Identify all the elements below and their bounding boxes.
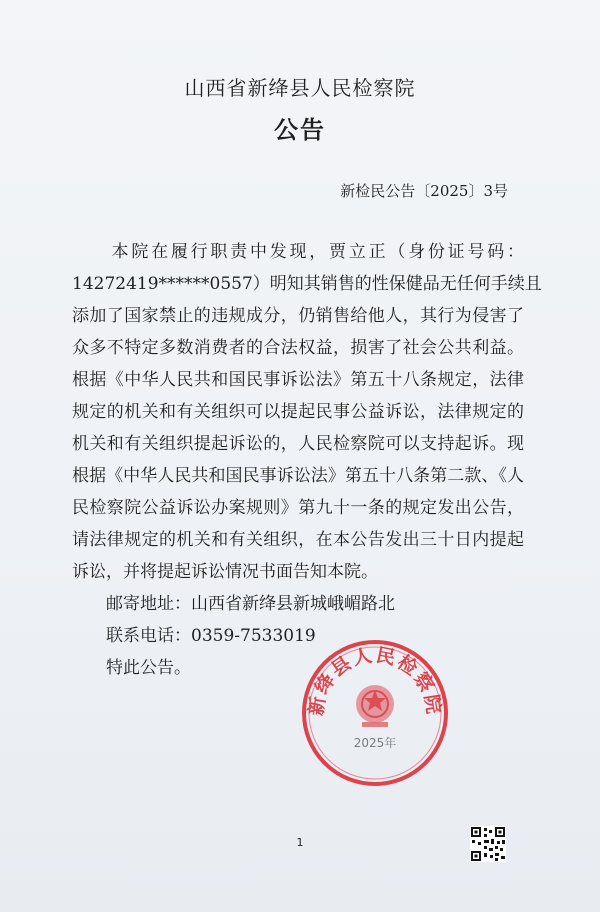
seal-date: 2025年 <box>353 736 397 750</box>
issuing-organization: 山西省新绛县人民检察院 <box>184 76 416 100</box>
contact-phone: 联系电话：0359-7533019 <box>106 626 316 646</box>
body-line-1: 本院在履行职责中发现，贾立正（身份证号码： <box>72 242 524 262</box>
body-line-9: 民检察院公益诉讼办案规则》第九十一条的规定发出公告， <box>72 498 524 518</box>
closing-text: 特此公告。 <box>106 658 191 678</box>
seal-text: 新绛县人民检察院 <box>305 644 445 718</box>
mailing-address: 邮寄地址：山西省新绛县新城峨嵋路北 <box>106 594 395 614</box>
body-line-11: 诉讼，并将提起诉讼情况书面告知本院。 <box>72 562 378 582</box>
body-line-8: 根据《中华人民共和国民事诉讼法》第五十八条第二款、《人 <box>72 466 524 486</box>
body-line-6: 规定的机关和有关组织可以提起民事公益诉讼，法律规定的 <box>72 402 524 422</box>
body-line-2: 14272419******0557）明知其销售的性保健品无任何手续且 <box>72 274 542 294</box>
page-number: 1 <box>296 836 304 849</box>
body-line-7: 机关和有关组织提起诉讼的，人民检察院可以支持起诉。现 <box>72 434 524 454</box>
body-line-5: 根据《中华人民共和国民事诉讼法》第五十八条规定，法律 <box>72 370 524 390</box>
body-line-10: 请法律规定的机关和有关组织，在本公告发出三十日内提起 <box>72 530 524 550</box>
document-number: 新检民公告〔2025〕3号 <box>340 182 508 200</box>
page-title: 公告 <box>274 115 326 144</box>
national-emblem-icon <box>356 685 394 727</box>
official-seal-stamp <box>300 638 450 788</box>
body-line-4: 众多不特定多数消费者的合法权益，损害了社会公共利益。 <box>72 338 524 358</box>
body-line-3: 添加了国家禁止的违规成分，仍销售给他人，其行为侵害了 <box>72 306 524 326</box>
qr-code-icon <box>470 826 506 862</box>
